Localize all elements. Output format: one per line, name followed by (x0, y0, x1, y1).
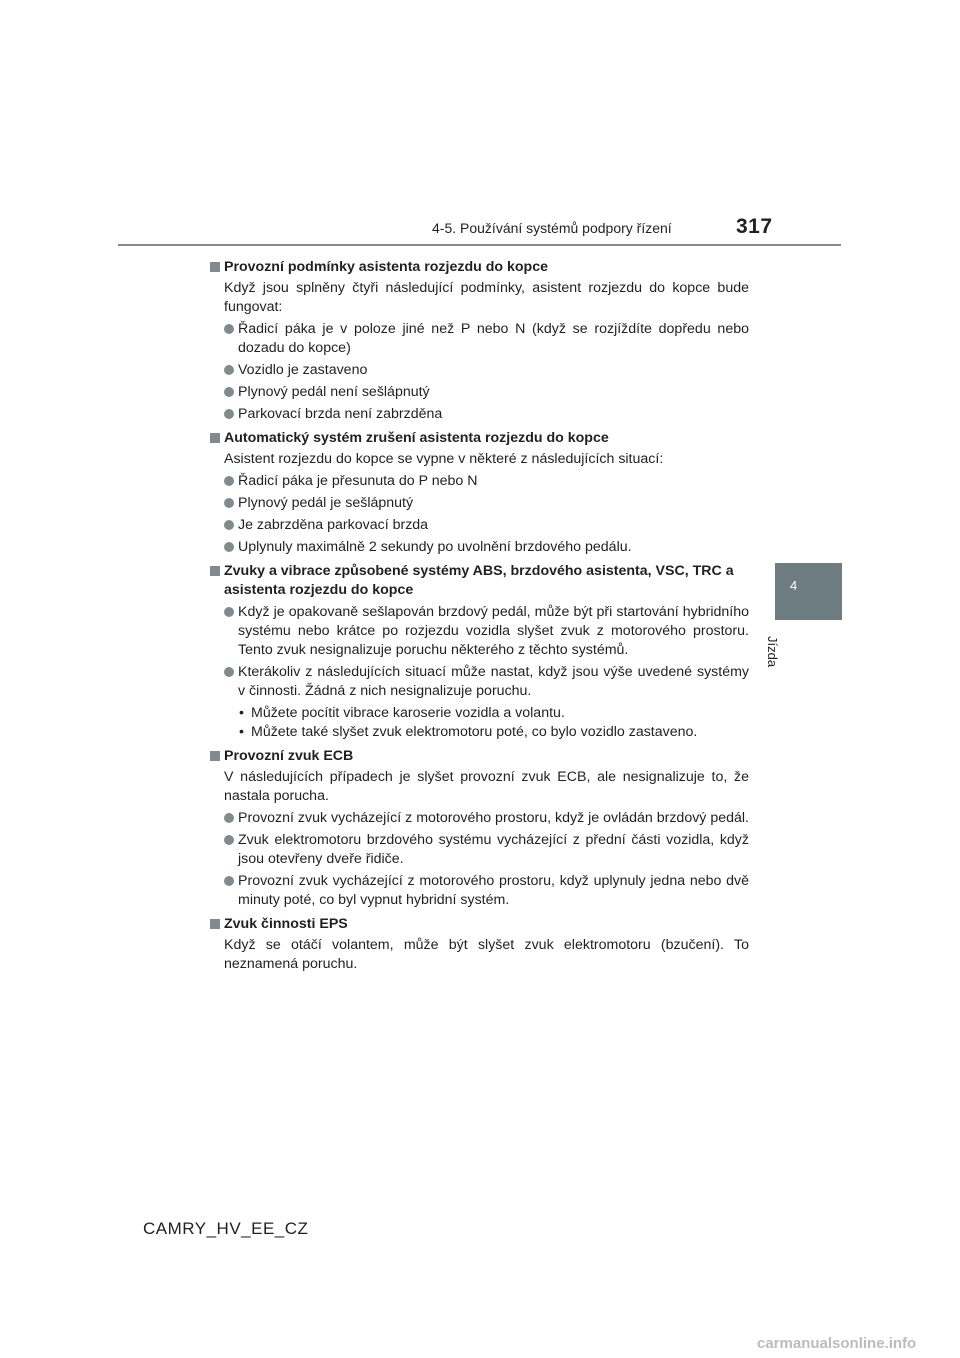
sub-list-item: • Můžete pocítit vibrace karoserie vozidla a volantu. (238, 704, 749, 723)
list-item: Provozní zvuk vycházející z motorového prostoru, když je ovládán brzdový pedál. (209, 809, 749, 828)
chapter-label: Jízda (765, 636, 780, 668)
list-item: Plynový pedál není sešlápnutý (209, 383, 749, 402)
section-heading: Provozní podmínky asistenta rozjezdu do kopce (209, 258, 749, 277)
list-item: Je zabrzděna parkovací brzda (209, 516, 749, 535)
chapter-tab[interactable] (775, 563, 842, 620)
section-intro: V následujících případech je slyšet provozní zvuk ECB, ale nesignalizuje to, že nastala porucha. (224, 769, 749, 804)
section-intro: Když jsou splněny čtyři následující podmínky, asistent rozjezdu do kopce bude fungovat: (224, 280, 749, 315)
sub-list-item: • Můžete také slyšet zvuk elektromotoru poté, co bylo vozidlo zastaveno. (238, 723, 749, 742)
list-item: Řadicí páka je v poloze jiné než P nebo N (když se rozjíždíte dopředu nebo dozadu do kopce) (209, 320, 749, 358)
section-intro: Když se otáčí volantem, může být slyšet zvuk elektromotoru (bzučení). To neznamená poruchu. (224, 937, 749, 972)
section-intro: Asistent rozjezdu do kopce se vypne v některé z následujících situací: (224, 451, 664, 467)
list-item: Parkovací brzda není zabrzděna (209, 405, 749, 424)
list-item: Když je opakovaně sešlapován brzdový pedál, může být při startování hybridního systému nebo krátce po rozjezdu vozidla slyšet zvuk z motorového prostoru. Tento zvuk nesignalizuje poruchu některého z těchto systémů. (209, 603, 749, 660)
section-heading: Provozní zvuk ECB (209, 747, 749, 766)
list-item: Řadicí páka je přesunuta do P nebo N (209, 472, 749, 491)
list-item: Kterákoliv z následujících situací může nastat, když jsou výše uvedené systémy v činnosti. Žádná z nich nesignalizuje poruchu. (209, 663, 749, 701)
sub-list (209, 704, 749, 742)
section-heading: Zvuky a vibrace způsobené systémy ABS, brzdového asistenta, VSC, TRC a asistenta rozjezdu do kopce (209, 562, 749, 600)
list-item: Plynový pedál je sešlápnutý (209, 494, 749, 513)
section-heading: Zvuk činnosti EPS (209, 915, 749, 934)
chapter-number: 4 (790, 578, 798, 593)
section-heading: Automatický systém zrušení asistenta rozjezdu do kopce (209, 429, 749, 448)
list-item: Provozní zvuk vycházející z motorového prostoru, když uplynuly jedna nebo dvě minuty poté, co byl vypnut hybridní systém. (209, 872, 749, 910)
document-code: CAMRY_HV_EE_CZ (143, 1219, 309, 1238)
header-divider (118, 244, 841, 246)
section-title: 4-5. Používání systémů podpory řízení (432, 220, 672, 236)
list-item: Zvuk elektromotoru brzdového systému vycházející z přední části vozidla, když jsou otevřeny dveře řidiče. (209, 831, 749, 869)
page-content (209, 253, 749, 974)
watermark[interactable]: carmanualsonline.info (757, 1335, 917, 1352)
page-number: 317 (736, 215, 773, 238)
list-item: Vozidlo je zastaveno (209, 361, 749, 380)
list-item: Uplynuly maximálně 2 sekundy po uvolnění brzdového pedálu. (209, 538, 749, 557)
